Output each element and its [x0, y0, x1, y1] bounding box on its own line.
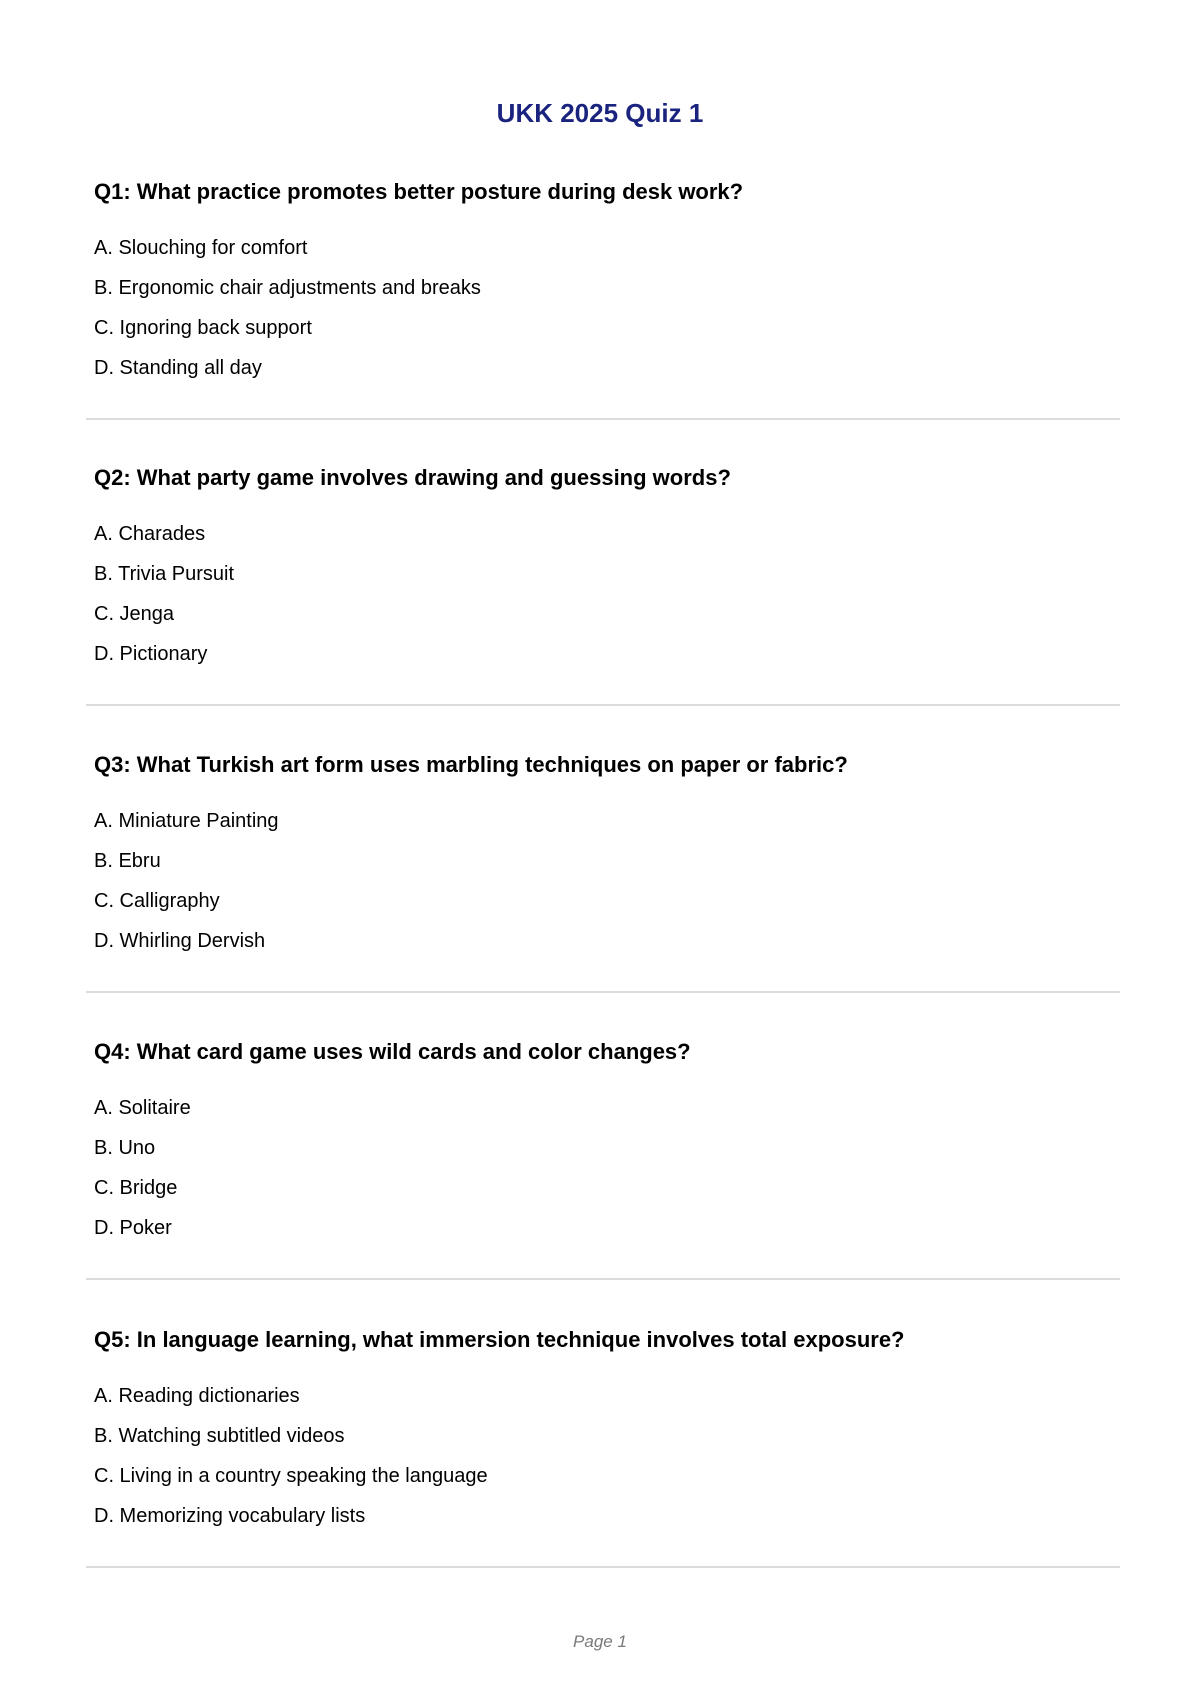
option-a: A. Reading dictionaries — [94, 1385, 300, 1407]
divider — [86, 991, 1120, 993]
question-text: Q3: What Turkish art form uses marbling techniques on paper or fabric? — [94, 752, 848, 777]
option-c: C. Ignoring back support — [94, 317, 312, 339]
page-number: Page 1 — [573, 1632, 627, 1651]
option-a: A. Solitaire — [94, 1097, 191, 1119]
question-text: Q2: What party game involves drawing and guessing words? — [94, 465, 731, 490]
divider — [86, 418, 1120, 420]
option-b: B. Ebru — [94, 850, 161, 872]
option-c: C. Jenga — [94, 603, 175, 625]
question-text: Q5: In language learning, what immersion technique involves total exposure? — [94, 1327, 905, 1352]
option-a: A. Miniature Painting — [94, 810, 279, 832]
option-b: B. Trivia Pursuit — [94, 563, 235, 585]
question-text: Q1: What practice promotes better posture during desk work? — [94, 179, 744, 204]
page-title: UKK 2025 Quiz 1 — [496, 98, 704, 128]
option-b: B. Ergonomic chair adjustments and breaks — [94, 277, 481, 299]
option-c: C. Calligraphy — [94, 890, 220, 912]
option-d: D. Pictionary — [94, 643, 208, 665]
option-b: B. Uno — [94, 1137, 156, 1159]
option-d: D. Whirling Dervish — [94, 930, 266, 952]
divider — [86, 1566, 1120, 1568]
question-text: Q4: What card game uses wild cards and color changes? — [94, 1039, 691, 1064]
option-c: C. Bridge — [94, 1177, 178, 1199]
option-d: D. Standing all day — [94, 357, 262, 379]
option-a: A. Slouching for comfort — [94, 237, 308, 259]
option-a: A. Charades — [94, 523, 206, 545]
divider — [86, 704, 1120, 706]
option-c: C. Living in a country speaking the language — [94, 1465, 488, 1487]
divider — [86, 1278, 1120, 1280]
option-b: B. Watching subtitled videos — [94, 1425, 345, 1447]
option-d: D. Memorizing vocabulary lists — [94, 1505, 366, 1527]
option-d: D. Poker — [94, 1217, 172, 1239]
